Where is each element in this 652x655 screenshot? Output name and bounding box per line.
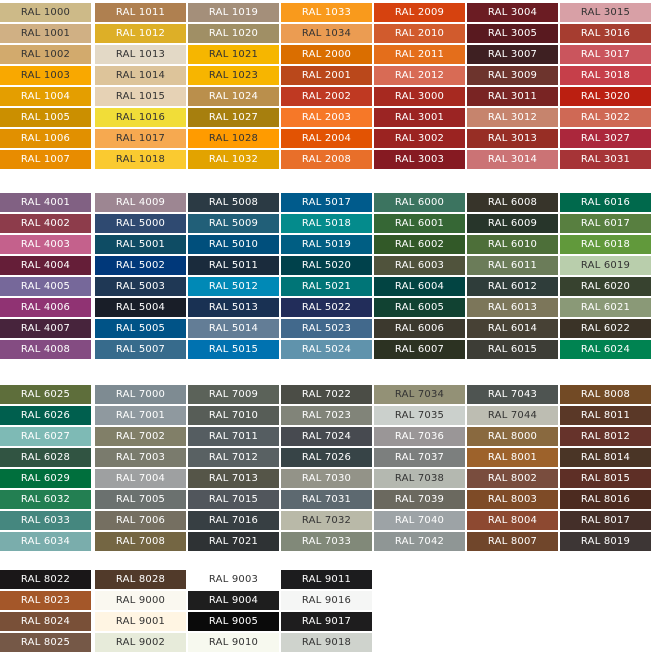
color-swatch: RAL 1012 (95, 24, 186, 43)
color-swatch: RAL 5023 (281, 319, 372, 338)
color-swatch: RAL 1005 (0, 108, 91, 127)
color-swatch: RAL 3017 (560, 45, 651, 64)
color-swatch: RAL 6013 (467, 298, 558, 317)
color-swatch: RAL 7005 (95, 490, 186, 509)
color-swatch: RAL 7031 (281, 490, 372, 509)
color-swatch: RAL 1015 (95, 87, 186, 106)
color-swatch: RAL 1023 (188, 66, 279, 85)
color-swatch: RAL 2008 (281, 150, 372, 169)
color-swatch: RAL 5008 (188, 193, 279, 212)
color-swatch: RAL 1011 (95, 3, 186, 22)
color-swatch: RAL 7003 (95, 448, 186, 467)
color-swatch: RAL 6033 (0, 511, 91, 530)
color-swatch: RAL 5005 (95, 319, 186, 338)
color-swatch: RAL 5010 (188, 235, 279, 254)
color-swatch: RAL 1000 (0, 3, 91, 22)
color-swatch: RAL 7009 (188, 385, 279, 404)
color-swatch: RAL 2000 (281, 45, 372, 64)
color-swatch: RAL 7010 (188, 406, 279, 425)
color-swatch: RAL 1001 (0, 24, 91, 43)
color-swatch: RAL 1016 (95, 108, 186, 127)
color-swatch: RAL 8002 (467, 469, 558, 488)
color-swatch: RAL 2002 (281, 87, 372, 106)
color-swatch: RAL 4002 (0, 214, 91, 233)
color-swatch: RAL 1006 (0, 129, 91, 148)
color-swatch: RAL 5015 (188, 340, 279, 359)
color-swatch: RAL 8019 (560, 532, 651, 551)
color-swatch: RAL 9002 (95, 633, 186, 652)
color-swatch: RAL 7030 (281, 469, 372, 488)
color-swatch: RAL 6001 (374, 214, 465, 233)
color-swatch: RAL 7040 (374, 511, 465, 530)
color-swatch: RAL 4006 (0, 298, 91, 317)
color-swatch: RAL 7037 (374, 448, 465, 467)
color-swatch: RAL 7043 (467, 385, 558, 404)
color-swatch: RAL 5019 (281, 235, 372, 254)
color-swatch: RAL 7044 (467, 406, 558, 425)
color-swatch: RAL 3002 (374, 129, 465, 148)
color-swatch: RAL 8007 (467, 532, 558, 551)
color-swatch: RAL 1003 (0, 66, 91, 85)
color-swatch: RAL 3009 (467, 66, 558, 85)
color-swatch: RAL 7021 (188, 532, 279, 551)
color-swatch: RAL 5018 (281, 214, 372, 233)
color-swatch: RAL 2009 (374, 3, 465, 22)
color-swatch: RAL 4003 (0, 235, 91, 254)
color-swatch: RAL 7015 (188, 490, 279, 509)
color-swatch: RAL 7000 (95, 385, 186, 404)
color-swatch: RAL 8008 (560, 385, 651, 404)
color-swatch: RAL 9005 (188, 612, 279, 631)
color-swatch: RAL 6009 (467, 214, 558, 233)
color-swatch: RAL 6014 (467, 319, 558, 338)
color-swatch: RAL 9016 (281, 591, 372, 610)
color-swatch: RAL 9018 (281, 633, 372, 652)
color-swatch: RAL 7026 (281, 448, 372, 467)
color-swatch: RAL 8024 (0, 612, 91, 631)
color-swatch: RAL 5003 (95, 277, 186, 296)
color-swatch: RAL 7016 (188, 511, 279, 530)
color-swatch: RAL 6027 (0, 427, 91, 446)
color-swatch: RAL 9001 (95, 612, 186, 631)
color-swatch: RAL 3001 (374, 108, 465, 127)
color-swatch: RAL 7013 (188, 469, 279, 488)
color-swatch: RAL 8012 (560, 427, 651, 446)
color-swatch: RAL 8016 (560, 490, 651, 509)
color-swatch: RAL 6006 (374, 319, 465, 338)
color-swatch: RAL 1033 (281, 3, 372, 22)
color-swatch: RAL 4004 (0, 256, 91, 275)
color-swatch: RAL 1032 (188, 150, 279, 169)
color-swatch: RAL 4005 (0, 277, 91, 296)
color-swatch: RAL 8000 (467, 427, 558, 446)
color-swatch: RAL 1027 (188, 108, 279, 127)
color-swatch: RAL 6025 (0, 385, 91, 404)
color-swatch: RAL 5014 (188, 319, 279, 338)
color-swatch: RAL 5022 (281, 298, 372, 317)
color-swatch: RAL 3013 (467, 129, 558, 148)
color-swatch: RAL 3012 (467, 108, 558, 127)
color-swatch: RAL 5002 (95, 256, 186, 275)
color-swatch: RAL 3027 (560, 129, 651, 148)
color-swatch: RAL 6000 (374, 193, 465, 212)
color-swatch: RAL 7036 (374, 427, 465, 446)
color-swatch: RAL 3022 (560, 108, 651, 127)
color-swatch: RAL 1028 (188, 129, 279, 148)
color-swatch: RAL 3016 (560, 24, 651, 43)
color-swatch: RAL 1007 (0, 150, 91, 169)
color-swatch: RAL 6026 (0, 406, 91, 425)
color-swatch: RAL 1014 (95, 66, 186, 85)
color-swatch: RAL 6015 (467, 340, 558, 359)
color-swatch: RAL 5000 (95, 214, 186, 233)
color-swatch: RAL 8028 (95, 570, 186, 589)
color-swatch: RAL 5020 (281, 256, 372, 275)
color-swatch: RAL 6005 (374, 298, 465, 317)
color-swatch: RAL 6012 (467, 277, 558, 296)
color-swatch: RAL 2001 (281, 66, 372, 85)
color-swatch: RAL 5012 (188, 277, 279, 296)
color-swatch: RAL 6024 (560, 340, 651, 359)
color-swatch: RAL 1020 (188, 24, 279, 43)
color-swatch: RAL 6002 (374, 235, 465, 254)
color-swatch: RAL 9017 (281, 612, 372, 631)
color-swatch: RAL 2003 (281, 108, 372, 127)
color-swatch: RAL 7033 (281, 532, 372, 551)
color-swatch: RAL 6021 (560, 298, 651, 317)
color-swatch: RAL 6003 (374, 256, 465, 275)
color-swatch: RAL 7034 (374, 385, 465, 404)
color-swatch: RAL 5024 (281, 340, 372, 359)
color-swatch: RAL 6010 (467, 235, 558, 254)
color-swatch: RAL 3020 (560, 87, 651, 106)
color-swatch: RAL 8022 (0, 570, 91, 589)
color-swatch: RAL 2010 (374, 24, 465, 43)
color-swatch: RAL 3015 (560, 3, 651, 22)
color-swatch: RAL 6011 (467, 256, 558, 275)
color-swatch: RAL 8025 (0, 633, 91, 652)
color-swatch: RAL 5013 (188, 298, 279, 317)
color-swatch: RAL 3005 (467, 24, 558, 43)
color-swatch: RAL 6034 (0, 532, 91, 551)
color-swatch: RAL 1018 (95, 150, 186, 169)
color-swatch: RAL 2004 (281, 129, 372, 148)
color-swatch: RAL 5001 (95, 235, 186, 254)
color-swatch: RAL 8015 (560, 469, 651, 488)
color-swatch: RAL 7006 (95, 511, 186, 530)
color-swatch: RAL 9010 (188, 633, 279, 652)
color-swatch: RAL 5021 (281, 277, 372, 296)
color-swatch: RAL 2011 (374, 45, 465, 64)
color-swatch: RAL 7024 (281, 427, 372, 446)
color-swatch: RAL 1021 (188, 45, 279, 64)
color-swatch: RAL 6022 (560, 319, 651, 338)
color-swatch: RAL 5004 (95, 298, 186, 317)
color-swatch: RAL 6016 (560, 193, 651, 212)
color-swatch: RAL 9003 (188, 570, 279, 589)
color-swatch: RAL 6020 (560, 277, 651, 296)
color-swatch: RAL 1034 (281, 24, 372, 43)
color-swatch: RAL 7001 (95, 406, 186, 425)
color-swatch: RAL 6004 (374, 277, 465, 296)
color-swatch: RAL 1002 (0, 45, 91, 64)
color-swatch: RAL 6017 (560, 214, 651, 233)
color-swatch: RAL 6018 (560, 235, 651, 254)
color-swatch: RAL 3000 (374, 87, 465, 106)
color-swatch: RAL 7012 (188, 448, 279, 467)
color-swatch: RAL 7035 (374, 406, 465, 425)
color-swatch: RAL 3004 (467, 3, 558, 22)
color-swatch: RAL 6028 (0, 448, 91, 467)
color-swatch: RAL 8001 (467, 448, 558, 467)
color-swatch: RAL 3018 (560, 66, 651, 85)
color-swatch: RAL 1024 (188, 87, 279, 106)
color-swatch: RAL 7004 (95, 469, 186, 488)
color-swatch: RAL 7011 (188, 427, 279, 446)
color-swatch: RAL 8003 (467, 490, 558, 509)
color-swatch: RAL 3007 (467, 45, 558, 64)
color-swatch: RAL 5009 (188, 214, 279, 233)
color-swatch: RAL 8017 (560, 511, 651, 530)
color-swatch: RAL 9004 (188, 591, 279, 610)
color-swatch: RAL 7002 (95, 427, 186, 446)
color-swatch: RAL 8023 (0, 591, 91, 610)
color-swatch: RAL 6007 (374, 340, 465, 359)
color-swatch: RAL 1013 (95, 45, 186, 64)
color-swatch: RAL 3003 (374, 150, 465, 169)
color-swatch: RAL 3014 (467, 150, 558, 169)
color-swatch: RAL 6029 (0, 469, 91, 488)
color-swatch: RAL 8011 (560, 406, 651, 425)
color-swatch: RAL 3011 (467, 87, 558, 106)
color-swatch: RAL 4007 (0, 319, 91, 338)
color-swatch: RAL 4008 (0, 340, 91, 359)
color-swatch: RAL 7022 (281, 385, 372, 404)
color-swatch: RAL 9000 (95, 591, 186, 610)
color-swatch: RAL 6019 (560, 256, 651, 275)
color-swatch: RAL 4009 (95, 193, 186, 212)
color-swatch: RAL 5011 (188, 256, 279, 275)
color-swatch: RAL 1017 (95, 129, 186, 148)
color-swatch: RAL 7023 (281, 406, 372, 425)
color-swatch: RAL 7008 (95, 532, 186, 551)
color-swatch: RAL 2012 (374, 66, 465, 85)
color-swatch: RAL 7038 (374, 469, 465, 488)
color-swatch: RAL 8004 (467, 511, 558, 530)
color-swatch: RAL 8014 (560, 448, 651, 467)
color-swatch: RAL 1019 (188, 3, 279, 22)
color-swatch: RAL 1004 (0, 87, 91, 106)
color-swatch: RAL 6032 (0, 490, 91, 509)
color-swatch: RAL 4001 (0, 193, 91, 212)
color-swatch: RAL 7042 (374, 532, 465, 551)
color-swatch: RAL 6008 (467, 193, 558, 212)
color-swatch: RAL 3031 (560, 150, 651, 169)
color-swatch: RAL 9011 (281, 570, 372, 589)
color-swatch: RAL 7039 (374, 490, 465, 509)
color-swatch: RAL 5017 (281, 193, 372, 212)
color-swatch: RAL 7032 (281, 511, 372, 530)
color-swatch: RAL 5007 (95, 340, 186, 359)
